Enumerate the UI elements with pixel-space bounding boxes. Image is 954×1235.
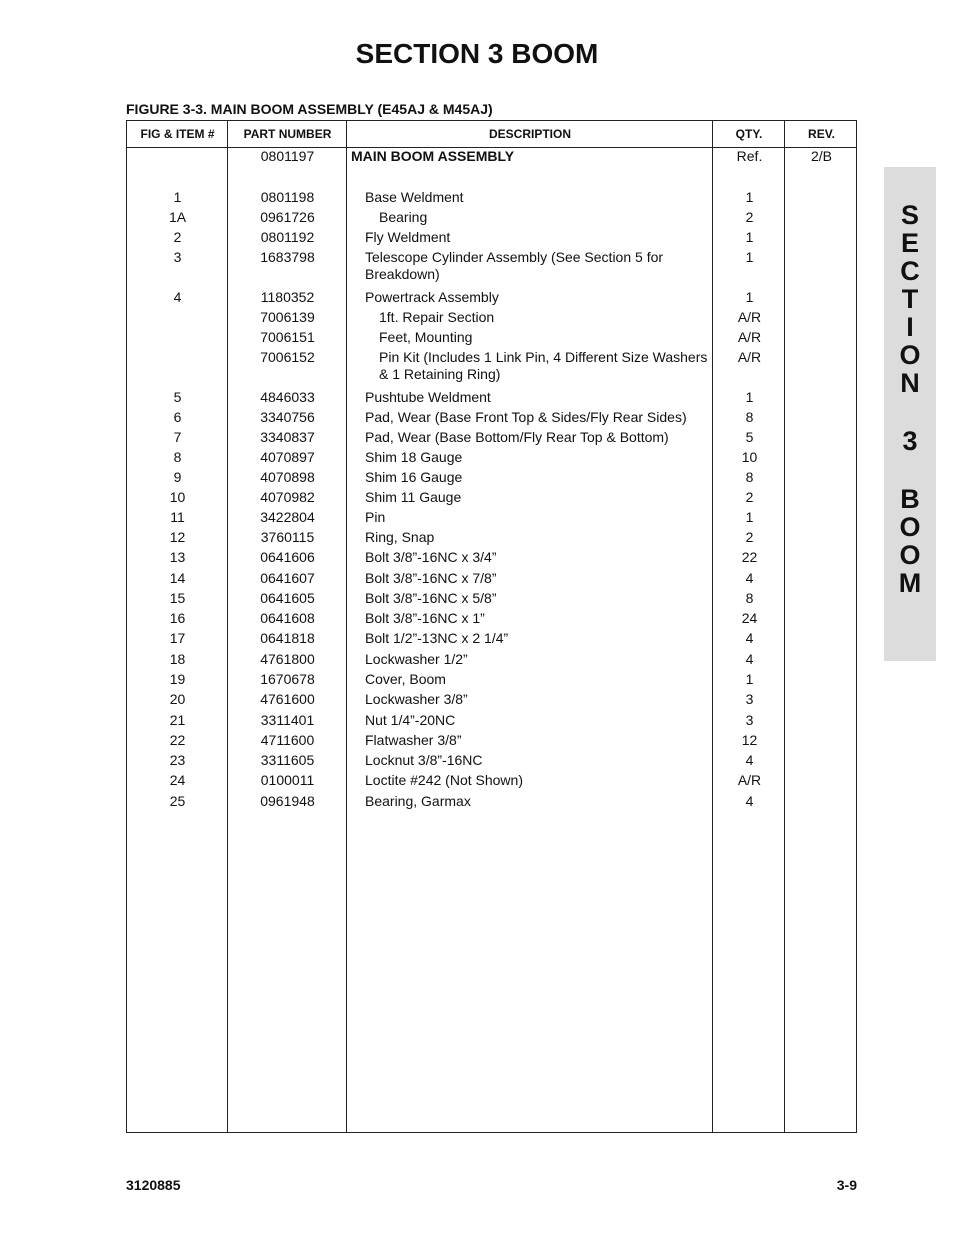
part-number-cell: 0801197: [260, 148, 315, 164]
qty-cell: A/R: [737, 772, 762, 788]
qty-cell: 24: [741, 610, 758, 626]
part-number-cell: 0641607: [260, 570, 315, 586]
side-tab-letter: O: [899, 540, 921, 570]
qty-cell: 1: [745, 509, 754, 525]
fig-item-cell: 3: [173, 249, 182, 265]
description-cell: Pad, Wear (Base Bottom/Fly Rear Top & Bottom): [365, 429, 669, 445]
description-cell: Shim 11 Gauge: [365, 489, 462, 505]
description-cell: Lockwasher 3/8”: [365, 691, 468, 707]
header-fig-item: FIG & ITEM #: [140, 127, 215, 141]
description-cell: Bolt 1/2”-13NC x 2 1/4”: [365, 630, 509, 646]
fig-item-cell: 1: [173, 189, 182, 205]
description-cell: Fly Weldment: [365, 229, 451, 245]
description-cell: Bearing: [379, 209, 428, 225]
side-tab-letter: O: [899, 512, 921, 542]
qty-cell: 4: [745, 752, 754, 768]
part-number-cell: 3311401: [260, 712, 315, 728]
part-number-cell: 4761600: [260, 691, 315, 707]
part-number-cell: 1683798: [260, 249, 315, 265]
description-cell: Bolt 3/8”-16NC x 1”: [365, 610, 485, 626]
fig-item-cell: 21: [169, 712, 186, 728]
part-number-cell: 0641818: [260, 630, 315, 646]
side-tab-letter: I: [906, 312, 914, 342]
description-cell: Ring, Snap: [365, 529, 435, 545]
description-cell: Bolt 3/8”-16NC x 7/8”: [365, 570, 497, 586]
description-cell: Base Weldment: [365, 189, 464, 205]
description-cell: Locknut 3/8”-16NC: [365, 752, 483, 768]
description-cell: Bolt 3/8”-16NC x 5/8”: [365, 590, 497, 606]
fig-item-cell: 1A: [168, 209, 187, 225]
qty-cell: A/R: [737, 329, 762, 345]
part-number-cell: 0801198: [260, 189, 315, 205]
description-cell: Pad, Wear (Base Front Top & Sides/Fly Rear Sides): [365, 409, 687, 425]
fig-item-cell: 25: [169, 793, 186, 809]
qty-cell: 3: [745, 691, 754, 707]
qty-cell: 1: [745, 249, 754, 265]
description-cell: Powertrack Assembly: [365, 289, 499, 305]
part-number-cell: 0961948: [260, 793, 315, 809]
side-tab-letter: O: [899, 340, 921, 370]
header-rev: REV.: [808, 127, 835, 141]
fig-item-cell: 16: [169, 610, 186, 626]
fig-item-cell: 5: [173, 389, 182, 405]
fig-item-cell: 9: [173, 469, 182, 485]
fig-item-cell: 24: [169, 772, 186, 788]
side-tab-letter: C: [900, 256, 920, 286]
fig-item-cell: 2: [173, 229, 182, 245]
description-cell: Flatwasher 3/8”: [365, 732, 462, 748]
part-number-cell: 0641606: [260, 549, 315, 565]
fig-item-cell: 13: [169, 549, 186, 565]
qty-cell: 2: [745, 209, 754, 225]
part-number-cell: 0961726: [260, 209, 315, 225]
description-cell: Lockwasher 1/2”: [365, 651, 468, 667]
qty-cell: 1: [745, 189, 754, 205]
fig-item-cell: 17: [169, 630, 186, 646]
qty-cell: 4: [745, 630, 754, 646]
description-cell: Bolt 3/8”-16NC x 3/4”: [365, 549, 497, 565]
qty-cell: 2: [745, 489, 754, 505]
qty-cell: 1: [745, 289, 754, 305]
fig-item-cell: 22: [169, 732, 186, 748]
description-cell: Shim 16 Gauge: [365, 469, 463, 485]
fig-item-cell: 8: [173, 449, 182, 465]
part-number-cell: 1670678: [260, 671, 315, 687]
fig-item-cell: 15: [169, 590, 186, 606]
part-number-cell: 3760115: [260, 529, 315, 545]
side-tab-letter: E: [900, 228, 919, 258]
section-side-tab: [884, 167, 936, 661]
qty-cell: A/R: [737, 349, 762, 365]
description-cell: Cover, Boom: [365, 671, 446, 687]
qty-cell: 8: [745, 590, 754, 606]
page-number: 3-9: [836, 1177, 857, 1193]
qty-cell: A/R: [737, 309, 762, 325]
table-header: [127, 121, 856, 148]
qty-cell: 1: [745, 671, 754, 687]
fig-item-cell: 23: [169, 752, 186, 768]
description-cell: Pushtube Weldment: [365, 389, 491, 405]
side-tab-letter: M: [898, 568, 922, 598]
description-cell: Bearing, Garmax: [365, 793, 471, 809]
qty-cell: 10: [741, 449, 758, 465]
description-cell: MAIN BOOM ASSEMBLY: [351, 148, 515, 164]
part-number-cell: 3422804: [260, 509, 315, 525]
header-qty: QTY.: [735, 127, 763, 141]
part-number-cell: 0641608: [260, 610, 315, 626]
description-cell: Feet, Mounting: [379, 329, 473, 345]
description-cell: Telescope Cylinder Assembly (See Section 5 for Breakdown): [365, 249, 664, 282]
part-number-cell: 4846033: [260, 389, 315, 405]
description-cell: Nut 1/4”-20NC: [365, 712, 456, 728]
qty-cell: 4: [745, 793, 754, 809]
description-cell: Loctite #242 (Not Shown): [365, 772, 523, 788]
part-number-cell: 4711600: [260, 732, 315, 748]
qty-cell: 2: [745, 529, 754, 545]
qty-cell: 1: [745, 389, 754, 405]
fig-item-cell: 4: [173, 289, 182, 305]
part-number-cell: 7006139: [260, 309, 315, 325]
side-tab-letter: N: [900, 368, 920, 398]
document-number: 3120885: [126, 1177, 181, 1193]
part-number-cell: 4070982: [260, 489, 315, 505]
part-number-cell: 0801192: [260, 229, 315, 245]
part-number-cell: 0641605: [260, 590, 315, 606]
parts-table: [126, 120, 857, 1133]
page-title: SECTION 3 BOOM: [355, 38, 599, 69]
description-cell: Pin Kit (Includes 1 Link Pin, 4 Different Size Washers & 1 Retaining Ring): [379, 349, 708, 382]
part-number-cell: 1180352: [260, 289, 315, 305]
fig-item-cell: 18: [169, 651, 186, 667]
part-number-cell: 3311605: [260, 752, 315, 768]
part-number-cell: 4070898: [260, 469, 315, 485]
qty-cell: 8: [745, 409, 754, 425]
qty-cell: 1: [745, 229, 754, 245]
fig-item-cell: 11: [170, 509, 185, 525]
side-tab-letter: S: [900, 200, 919, 230]
figure-caption: FIGURE 3-3. MAIN BOOM ASSEMBLY (E45AJ & M45AJ): [126, 101, 493, 117]
description-cell: Pin: [365, 509, 386, 525]
header-description: DESCRIPTION: [488, 127, 571, 141]
fig-item-cell: 10: [169, 489, 186, 505]
part-number-cell: 4761800: [260, 651, 315, 667]
part-number-cell: 0100011: [260, 772, 315, 788]
part-number-cell: 7006152: [260, 349, 315, 365]
qty-cell: Ref.: [736, 148, 763, 164]
qty-cell: 12: [741, 732, 758, 748]
part-number-cell: 7006151: [260, 329, 315, 345]
fig-item-cell: 12: [169, 529, 186, 545]
qty-cell: 4: [745, 570, 754, 586]
fig-item-cell: 7: [173, 429, 182, 445]
part-number-cell: 3340756: [260, 409, 315, 425]
part-number-cell: 3340837: [260, 429, 315, 445]
qty-cell: 8: [745, 469, 754, 485]
fig-item-cell: 19: [169, 671, 186, 687]
description-cell: 1ft. Repair Section: [379, 309, 495, 325]
fig-item-cell: 6: [173, 409, 182, 425]
qty-cell: 4: [745, 651, 754, 667]
rev-cell: 2/B: [810, 148, 832, 164]
side-tab-letter: 3: [902, 426, 918, 456]
side-tab-letter: T: [901, 284, 919, 314]
fig-item-cell: 20: [169, 691, 186, 707]
description-cell: Shim 18 Gauge: [365, 449, 463, 465]
qty-cell: 22: [741, 549, 758, 565]
header-part-number: PART NUMBER: [243, 127, 332, 141]
part-number-cell: 4070897: [260, 449, 315, 465]
qty-cell: 3: [745, 712, 754, 728]
fig-item-cell: 14: [169, 570, 186, 586]
qty-cell: 5: [745, 429, 754, 445]
side-tab-letter: B: [900, 484, 920, 514]
